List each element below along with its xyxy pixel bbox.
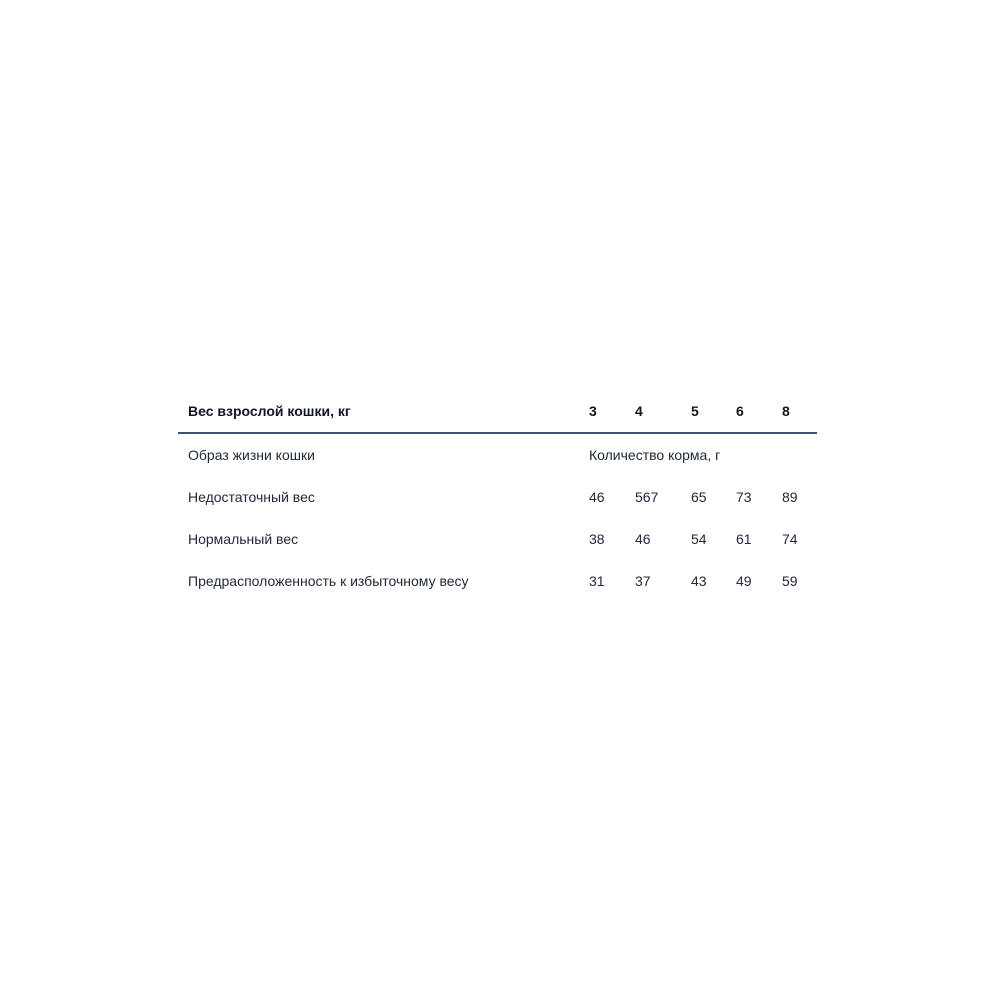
table-cell: 54: [691, 531, 707, 547]
feeding-table: [178, 390, 817, 602]
table-row: [178, 560, 817, 602]
table-cell: 31: [589, 573, 605, 589]
weight-header: 4: [635, 390, 691, 433]
table-cell: 65: [691, 489, 707, 505]
table-cell: 59: [782, 573, 798, 589]
food-amount-unit: Количество корма, г: [589, 447, 721, 463]
lifestyle-label: Образ жизни кошки: [188, 447, 315, 463]
row-label: Предрасположенность к избыточному весу: [188, 573, 469, 589]
table-cell: 46: [589, 489, 605, 505]
table-cell: 89: [782, 489, 798, 505]
weight-header: 5: [691, 390, 736, 433]
table-body: [178, 433, 817, 602]
table-cell: 61: [736, 531, 752, 547]
table-cell: 43: [691, 573, 707, 589]
row-label: Нормальный вес: [188, 531, 299, 547]
table-cell: 567: [635, 489, 659, 505]
weight-header: 8: [782, 390, 817, 433]
row-label: Недостаточный вес: [188, 489, 315, 505]
table-cell: 49: [736, 573, 752, 589]
table-row: [178, 518, 817, 560]
table-cell: 73: [736, 489, 752, 505]
weight-header: 3: [589, 390, 635, 433]
weight-header: 6: [736, 390, 782, 433]
table-row: [178, 476, 817, 518]
header-row: [178, 390, 817, 433]
table-cell: 37: [635, 573, 651, 589]
table-header: [178, 390, 817, 433]
subheader-row: [178, 433, 817, 476]
table-cell: 46: [635, 531, 651, 547]
table-cell: 38: [589, 531, 605, 547]
table-cell: 74: [782, 531, 798, 547]
header-label: Вес взрослой кошки, кг: [178, 390, 589, 433]
